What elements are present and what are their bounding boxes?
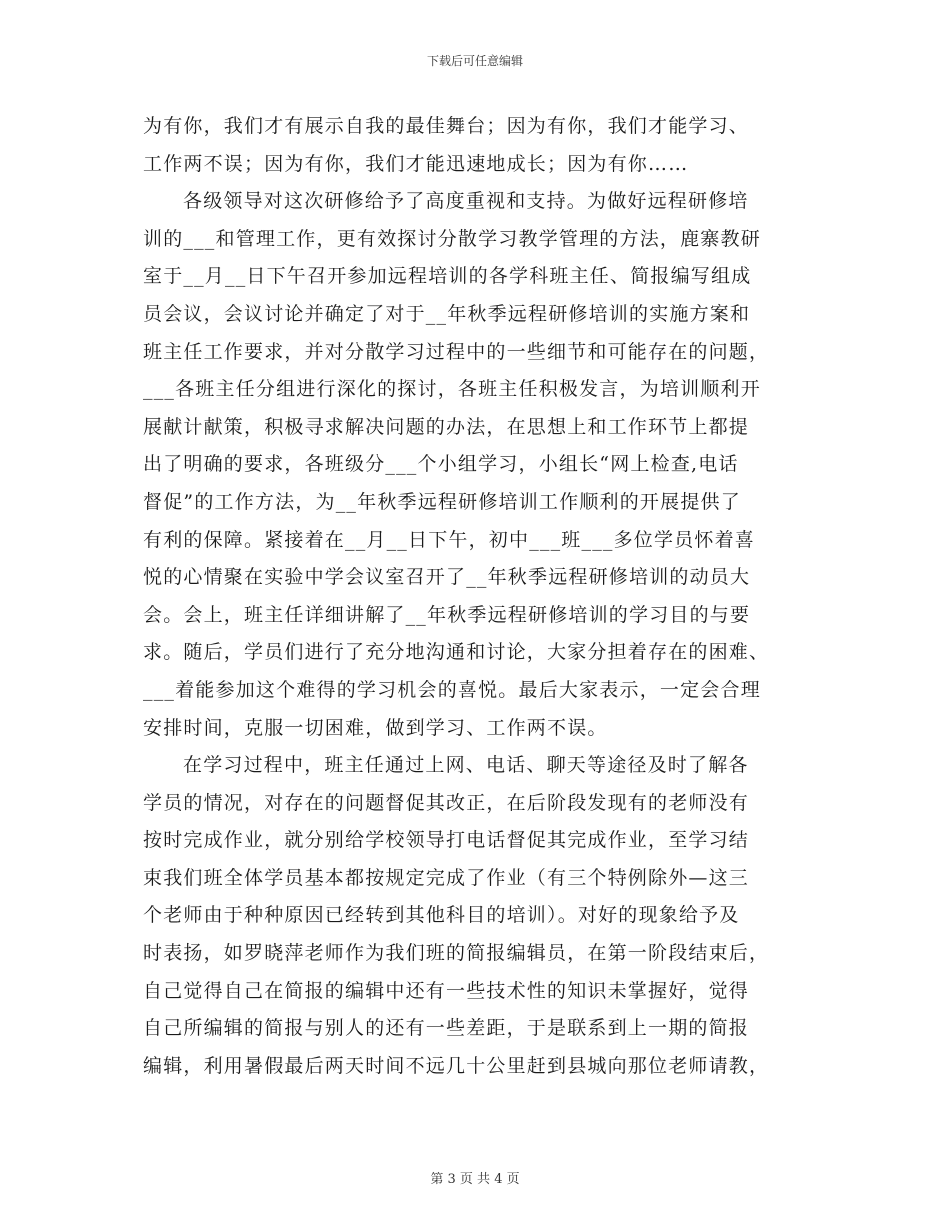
text-line: 工作两不误；因为有你，我们才能迅速地成长；因为有你……: [143, 152, 689, 175]
text-line: 悦的心情聚在实验中学会议室召开了__年秋季远程研修培训的动员大: [143, 566, 751, 589]
text-line: 有利的保障。紧接着在__月__日下午，初中___班___多位学员怀着喜: [143, 528, 756, 551]
text-line: 个老师由于种种原因已经转到其他科目的培训）。对好的现象给予及: [143, 904, 740, 927]
text-line: ___各班主任分组进行深化的探讨，各班主任积极发言，为培训顺利开: [143, 378, 761, 401]
paragraph-start-line: 在学习过程中，班主任通过上网、电话、聊天等途径及时了解各: [183, 754, 749, 777]
text-line: 求。随后，学员们进行了充分地沟通和讨论，大家分担着存在的困难、: [143, 641, 770, 664]
text-line: 安排时间，克服一切困难，做到学习、工作两不误。: [143, 716, 608, 739]
text-line: 自己所编辑的简报与别人的还有一些差距，于是联系到上一期的简报: [143, 1017, 750, 1040]
text-line: 按时完成作业，就分别给学校领导打电话督促其完成作业，至学习结: [143, 829, 750, 852]
text-line: 时表扬，如罗晓萍老师作为我们班的简报编辑员，在第一阶段结束后，: [143, 942, 770, 965]
text-line: ___着能参加这个难得的学习机会的喜悦。最后大家表示，一定会合理: [143, 678, 761, 701]
text-line: 束我们班全体学员基本都按规定完成了作业（有三个特例除外—这三: [143, 866, 750, 889]
text-line: 展献计献策，积极寻求解决问题的办法，在思想上和工作环节上都提: [143, 415, 750, 438]
text-line: 会。会上，班主任详细讲解了__年秋季远程研修培训的学习目的与要: [143, 603, 751, 626]
text-line: 自己觉得自己在简报的编辑中还有一些技术性的知识未掌握好，觉得: [143, 979, 750, 1002]
text-line: 员会议，会议讨论并确定了对于__年秋季远程研修培训的实施方案和: [143, 302, 751, 325]
paragraph-start-line: 各级领导对这次研修给予了高度重视和支持。为做好远程研修培: [183, 190, 749, 213]
text-line: 编辑，利用暑假最后两天时间不远几十公里赶到县城向那位老师请教，: [143, 1054, 770, 1077]
page-footer: 第 3 页 共 4 页: [430, 1172, 520, 1187]
page-header: 下载后可任意编辑: [426, 54, 523, 68]
document-body: [143, 108, 805, 1085]
text-line: 室于__月__日下午召开参加远程培训的各学科班主任、简报编写组成: [143, 265, 752, 288]
text-line: 为有你，我们才有展示自我的最佳舞台；因为有你，我们才能学习、: [143, 115, 750, 137]
text-line: 学员的情况，对存在的问题督促其改正，在后阶段发现有的老师没有: [143, 791, 750, 814]
text-line: 出了明确的要求，各班级分___个小组学习，小组长“网上检查,电话: [143, 453, 739, 476]
text-line: 班主任工作要求，并对分散学习过程中的一些细节和可能存在的问题，: [143, 340, 770, 363]
text-line: 训的___和管理工作，更有效探讨分散学习教学管理的方法，鹿寨教研: [143, 227, 761, 250]
text-line: 督促”的工作方法，为__年秋季远程研修培训工作顺利的开展提供了: [143, 490, 741, 513]
